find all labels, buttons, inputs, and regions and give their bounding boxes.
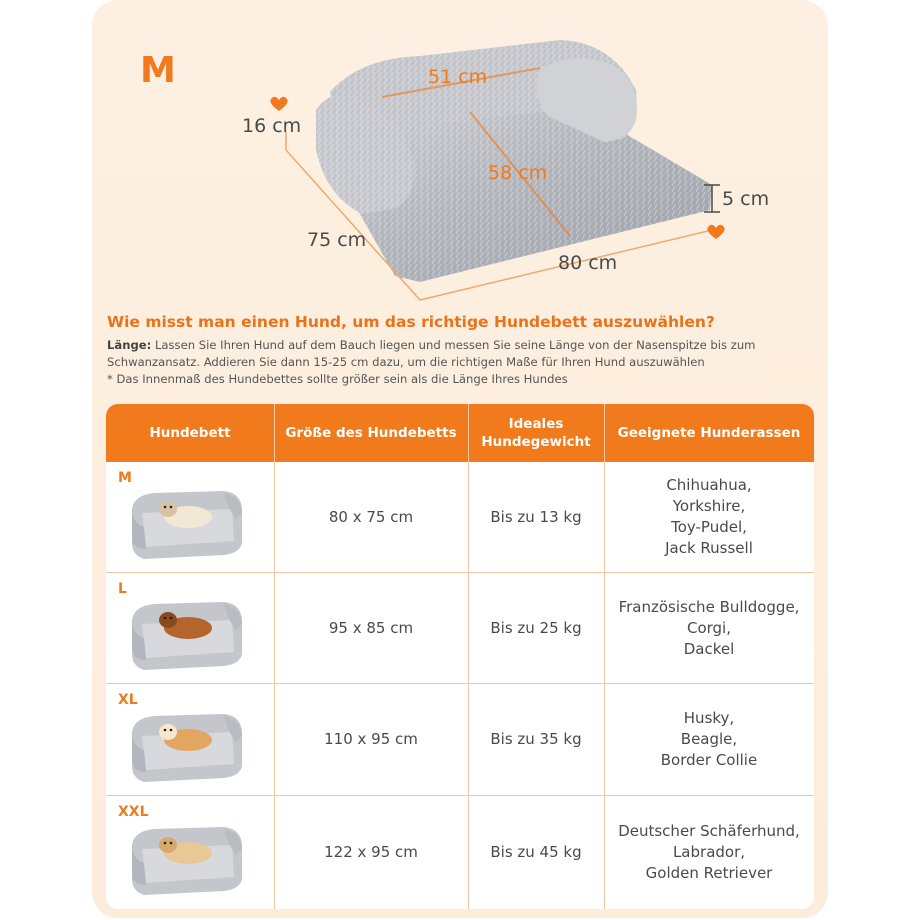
hero-size-label: M [140, 50, 176, 91]
header-ideal-weight: Ideales Hundegewicht [481, 416, 591, 450]
dog-bed-illustration [0, 0, 920, 320]
table-row [106, 684, 814, 795]
width-label: 80 cm [558, 252, 618, 274]
heart-marker-icon [270, 97, 287, 111]
header-dog-bed: Hundebett [149, 425, 231, 441]
bed-thumbnail-image [124, 590, 248, 674]
bed-thumbnail-image [124, 479, 248, 563]
breeds-cell: Deutscher Schäferhund, Labrador, Golden Retriever [618, 822, 800, 882]
breeds-cell: Französische Bulldogge, Corgi, Dackel [618, 597, 800, 658]
measure-description [107, 337, 823, 388]
weight-cell: Bis zu 35 kg [490, 730, 582, 748]
bed-thumbnail-image [124, 702, 248, 786]
row-size-label: L [118, 581, 127, 597]
inner-size-note: * Das Innenmaß des Hundebettes sollte größer sein als die Länge Ihres Hundes [107, 372, 568, 386]
depth-label: 75 cm [307, 229, 367, 251]
table-header [106, 404, 814, 462]
bed-size-cell: 110 x 95 cm [324, 730, 418, 748]
length-text: Lassen Sie Ihren Hund auf dem Bauch liegen und messen Sie seine Länge von der Nasenspitze bis zum Schwanzansatz. Addieren Sie dann 15-25 cm dazu, um die richtigen Maße für Ihren Hund auszuwählen [107, 338, 756, 369]
header-bed-size: Größe des Hundebetts [285, 425, 457, 441]
measure-question-heading: Wie misst man einen Hund, um das richtige Hundebett auszuwählen? [107, 313, 715, 331]
bed-size-cell: 122 x 95 cm [324, 843, 418, 861]
table-row [106, 462, 814, 572]
bed-thumbnail-image [124, 815, 248, 899]
row-size-label: M [118, 470, 132, 486]
weight-cell: Bis zu 45 kg [490, 843, 582, 861]
breeds-cell: Husky, Beagle, Border Collie [660, 709, 758, 769]
thickness-label: 5 cm [722, 188, 770, 210]
length-label: Länge: [107, 338, 152, 352]
bed-size-cell: 95 x 85 cm [328, 618, 414, 637]
bed-size-cell: 80 x 75 cm [328, 507, 414, 526]
row-size-label: XXL [118, 804, 149, 820]
inner-width-label: 51 cm [428, 66, 488, 88]
weight-cell: Bis zu 13 kg [490, 507, 582, 526]
heart-marker-icon [707, 225, 724, 239]
bolster-height-label: 16 cm [242, 115, 302, 137]
breeds-cell: Chihuahua, Yorkshire, Toy-Pudel, Jack Russell [665, 476, 753, 557]
header-suitable-breeds: Geeignete Hunderassen [617, 425, 801, 441]
table-row [106, 796, 814, 909]
size-table [106, 404, 814, 909]
inner-length-label: 58 cm [488, 162, 548, 184]
table-row [106, 573, 814, 683]
weight-cell: Bis zu 25 kg [490, 618, 582, 637]
row-size-label: XL [118, 692, 138, 708]
